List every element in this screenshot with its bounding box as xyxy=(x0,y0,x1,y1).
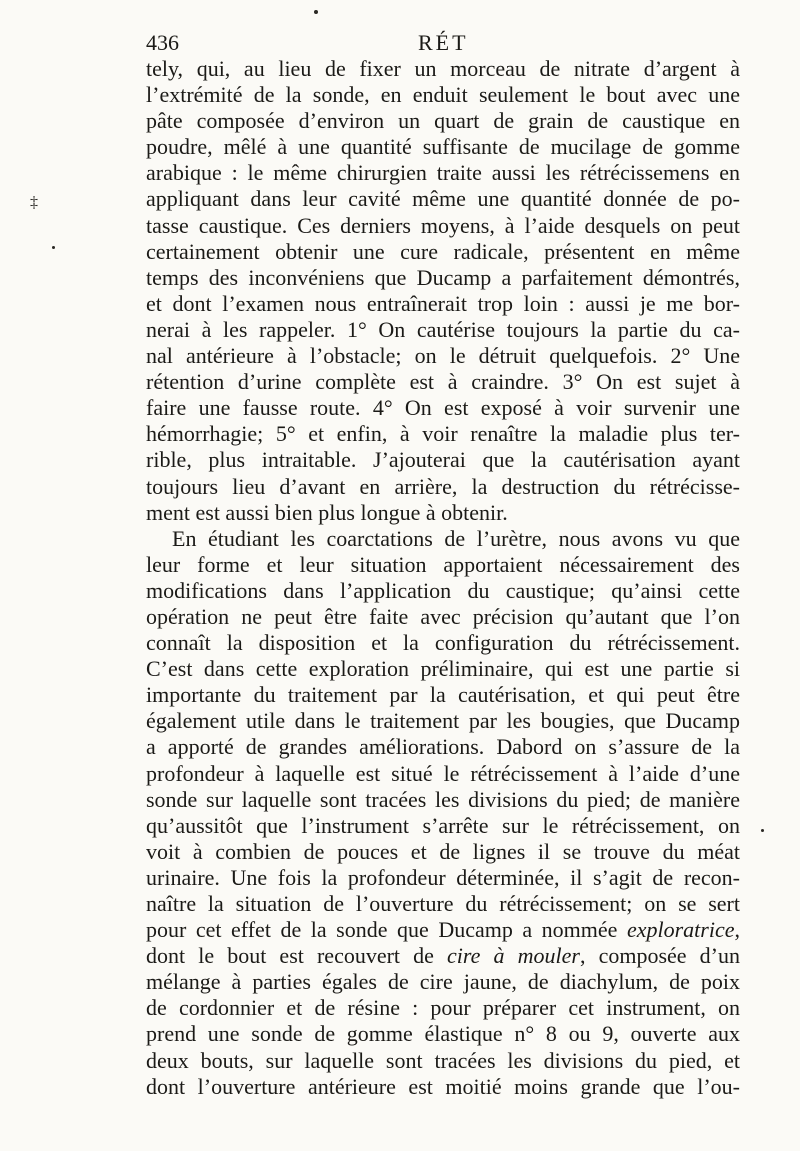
ink-speck xyxy=(314,10,318,14)
paragraph-first-line: En étudiant les coarctations de l’urètre, nous avons vu que xyxy=(172,525,740,551)
text-line: l’extrémité de la sonde, en enduit seulement le bout avec une xyxy=(146,82,740,108)
text-line: qu’aussitôt que l’instrument s’arrête sur le rétrécissement, on xyxy=(146,812,740,838)
text-line: leur forme et leur situation apportaient nécessairement des xyxy=(146,551,740,577)
text-line: certainement obtenir une cure radicale, présentent en même xyxy=(146,238,740,264)
ink-speck xyxy=(761,829,764,832)
italic-term: cire à mouler xyxy=(447,943,580,969)
text-line: deux bouts, sur laquelle sont tracées les divisions du pied, et xyxy=(146,1047,740,1073)
text-line: pâte composée d’environ un quart de grain de caustique en xyxy=(146,108,740,134)
text-line: toujours lieu d’avant en arrière, la destruction du rétrécisse- xyxy=(146,473,740,499)
text-run: pour cet effet de la sonde que Ducamp a nommée xyxy=(146,917,627,943)
text-line: temps des inconvéniens que Ducamp a parfaitement démontrés, xyxy=(146,264,740,290)
text-line: sonde sur laquelle sont tracées les divisions du pied; de manière xyxy=(146,786,740,812)
text-line: rible, plus intraitable. J’ajouterai que la cautérisation ayant xyxy=(146,447,740,473)
text-line xyxy=(146,917,740,943)
text-run: , composée d’un xyxy=(579,943,740,969)
text-line: de cordonnier et de résine : pour préparer cet instrument, on xyxy=(146,995,740,1021)
text-run: dont le bout est recouvert de xyxy=(146,943,448,969)
text-line xyxy=(146,943,740,969)
text-line: appliquant dans leur cavité même une quantité donnée de po- xyxy=(146,186,740,212)
text-line: naître la situation de l’ouverture du rétrécissement; on se sert xyxy=(146,891,740,916)
text-line: profondeur à laquelle est situé le rétrécissement à l’aide d’une xyxy=(146,760,740,786)
text-line: poudre, mêlé à une quantité suffisante de mucilage de gomme xyxy=(146,134,740,160)
text-run: , xyxy=(734,917,740,943)
text-line: mélange à parties égales de cire jaune, de diachylum, de poix xyxy=(146,969,740,995)
text-line: arabique : le même chirurgien traite aussi les rétrécissemens en xyxy=(146,160,740,186)
text-line: nerai à les rappeler. 1° On cautérise toujours la partie du ca- xyxy=(146,316,740,342)
ink-speck xyxy=(52,246,55,249)
text-line: faire une fausse route. 4° On est exposé à voir survenir une xyxy=(146,395,740,421)
paragraph-end-line: ment est aussi bien plus longue à obtenir. xyxy=(146,499,508,525)
text-line: urinaire. Une fois la profondeur déterminée, il s’agit de recon- xyxy=(146,864,740,890)
text-line: importante du traitement par la cautérisation, et qui peut être xyxy=(146,682,740,708)
text-line: prend une sonde de gomme élastique n° 8 ou 9, ouverte aux xyxy=(146,1021,740,1047)
text-line: dont l’ouverture antérieure est moitié moins grande que l’ou- xyxy=(146,1073,740,1099)
text-line: modifications dans l’application du caustique; qu’ainsi cette xyxy=(146,577,740,603)
running-title: RÉT xyxy=(418,30,469,55)
text-line: tasse caustique. Ces derniers moyens, à l’aide desquels on peut xyxy=(146,212,740,238)
text-line: a apporté de grandes améliorations. Dabord on s’assure de la xyxy=(146,734,740,760)
text-line: C’est dans cette exploration préliminaire, qui est une partie si xyxy=(146,656,740,682)
page-number: 436 xyxy=(146,30,179,55)
text-line: opération ne peut être faite avec précision qu’autant que l’on xyxy=(146,603,740,629)
margin-annotation: ‡ xyxy=(30,194,38,211)
text-line: tely, qui, au lieu de fixer un morceau de nitrate d’argent à xyxy=(146,56,740,81)
text-line: hémorrhagie; 5° et enfin, à voir renaître la maladie plus ter- xyxy=(146,421,740,447)
text-line: et dont l’examen nous entraînerait trop loin : aussi je me bor- xyxy=(146,290,740,316)
text-line: nal antérieure à l’obstacle; on le détruit quelquefois. 2° Une xyxy=(146,343,740,369)
text-line: rétention d’urine complète est à craindre. 3° On est sujet à xyxy=(146,369,740,395)
italic-term: exploratrice xyxy=(626,917,735,943)
text-line: connaît la disposition et la configuration du rétrécissement. xyxy=(146,630,740,656)
body-text xyxy=(146,56,740,1100)
text-line: également utile dans le traitement par les bougies, que Ducamp xyxy=(146,708,740,734)
text-line: voit à combien de pouces et de lignes il se trouve du méat xyxy=(146,838,740,864)
